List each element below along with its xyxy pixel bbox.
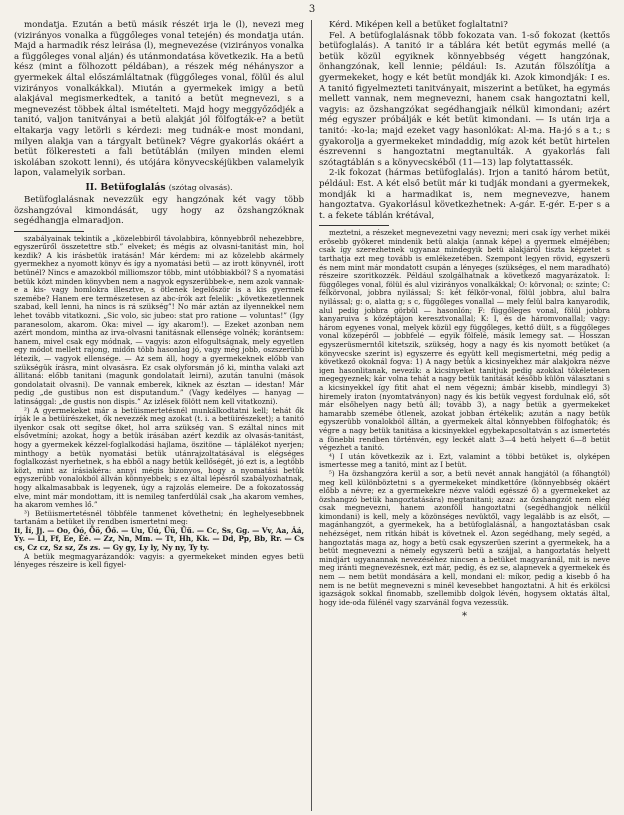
footnote: ²) A gyermekeket már a betüismertetésnél munkálkodtatni kell; tehát ők írják le a betüírészeket, ők nevezzék meg azokat (t. i. a betüírészeket); a tanitó ilyenkor csak ott segítse őket, hol arra szükség van. S ezáltal nincs mit elsővetmíni; azokat, hogy a betük irásában azért kezdik az olvasás-tanitást, hogy a gyermekek kézzel-foglalkodási hajlama, öszitöne — táplálékot nyerjen; minthogy a betük nyomatási betük utánrajzoltatásával is elégséges foglalkozást nyerhetnek, s ha ebből a nagy betük kellőségét, jó ezt is, a legtöbb közt, mint az irásiakéra: annyi mégis bizonyos, hogy a nyomatási betük egyszerübb vonalokból állván könnyebbek; s ez által lépésről szabályozhatnak, hogy alkalmasabbak is legyenek, úgy a rajzolás elemeire. De a fokozatosság elve, mint már mondottam, itt is nemileg tanferdülál csak „ha akarom vemhes, ha akarom vemhes lő.” xyxy=(14,405,304,510)
footnote: szabályainak tekintik a „közelebbiről távolabbira, könnyebbről nehezebbre, egyszerűről összetettre stb.” elveket; és mégis az olvasni-tanitást min, hol kezdik? A kis irásbetük iratásán! Már kérdem: mi az közelebb akármely gyermekhez a nyomott könyv és így a nyomatási betü — az irott könyvnél, irott betünél? Nincs e amazokból milliomszor több, mint utóbbiakból? S a nyomatási betük közt minden könyvben nem a nagyok egyszerübbek-e, nem azok vannak-e a kis- vagy homlokra illesztve, s ötlenek legelőször is a kis gyermek szemébe? Hanem ere természetesen az abc-írók azt felelik: „következetlennek szabad, kell lenni, ha nincs is rá szükség”! No már aztán az ilyennekkel nem lehet tovább vitatkozni. „Sic volo, sic jubeo: stat pro ratione — voluntas!” (Igy paranesolom, akarom. Oka: mivel — így akarom!). — Ezeket azonban nem azért mondom, mintha az irva-olvasni tanitásnak ellensége volnék; korántsem: hanem, mivel csak egy módnak, — vagyis: azon elfogultságnak, mely egyetlen egy módot mellett rajong, midőn több hasonlag jó, vagy még jobb, oszszerübb létezik, — vagyok ellensége. — Az sem áll, hogy a gyermekeknek előbb van szükségük írásra, mint olvasásra. Ez csak olyforsmán jő ki, mintha valaki azt állitaná: előbb tanitani (magunk gondolatait leirni), azután tanulni (mások gondolatait olvasni). De vannak emberek, kiknek az észtan — idestan! Már pedig „de gustibus non est disputandum.” (Vagy kedélyes — hanyag — latinsággal: „de gustis non dispis.” Az izlések fölött nem kell vitatkozni). xyxy=(14,233,304,406)
end-ornament: * xyxy=(462,611,467,623)
body-paragraph: mondatja. Ezután a betü másik részét irja le (l), nevezi meg (vizirányos vonalka a függőleges vonal tetején) és mondatja után. Majd a harmadik rész leirása (l), megnevezése (vizirányos vonalka a függőleges vonal alján) és utánmondatása következik. Ha a betü kész (mint a fölhozott példában), a részek még néhányszor a gyermekek által előszámláltatnak (függőleges vonal, fölül és alul vizirányos vonalkákkal). Miután a gyermekek imigy a betü alakjával megismerkedtek, a tanitó a betüt megnevezi, s a megnevezést többek által ismételteti. Majd hogy meggyőződjék a tanitó, valjon tanitványai a betü alakját jól fölfogták-e? a betüt eltakarja vagy letörli s kérdezi: meg tudnák-e most mondani, milyen alakja van a tárgyalt betünek? Végre gyakorlás okáért a betüt fölkeresteti a fali betütáblán (milyen minden elemi iskolában szokott lenni), és utójára könyvecskéjükben valamelyik lapon, valamelyik sorban. xyxy=(14,20,304,179)
footnote: ³) Betüismertetésnél többféle tanmenet követhetni; én leghelyesebbnek tartanám a betüket ily rendben ismertetni meg: xyxy=(14,508,304,527)
body-paragraph: Betüfoglalásnak nevezzük egy hangzónak két vagy több özshangzóval kimondását, ugy hogy az özshangzóknak segédhangja elmaradjon. xyxy=(14,194,304,227)
body-paragraph: 2-ik fokozat (hármas betüfoglalás). Irjon a tanitó három betüt, például: Est. A két első betüt már ki tudják mondani a gyermekek, mondják ki a harmadikat is, nem megnevezve, hanem hangoztatva. Gyakorlásul következhetnek: A-gár. E-gér. E-per s a t. a fekete táblán krétával, xyxy=(319,168,610,221)
footnote: meztetni, a részeket megnevezetni vagy nevezni; meri csak így verhet mikéi erösebb gyökeret mindenik betü alakja (annak képe) a gyermek elméjében; csak így szerezhetnek ugyanaz mindegyik betü alakjáról tiszta képzetet s tarthatja ezt meg tovább is emlékezetében. Szempont legyen rövid, egyszerü és nem mint már mondatott csupán a lényeges (szükséges, el nem maradható) részeire szoritkozzék. Például szolgálhatnak a következő magyarázatok. I: függőleges vonal, fölül és alul vizirányos vonalkákkal; O: körvonal; o: szinte; C: félkörvonal, jobbra nyilással; S: két félkör-vonal, fölül jobbra, alul balra nyilással; g: o, alatta g; s c, függőleges vonallal — mely felül balra kanyarodik, alul pedig jobbra görbül — hasonlón; F: függőleges vonal, fölül jobbra kanyaruiva s középtájon keresztvonallal; K: I, és de háromvonallal; vagy: három egyenes vonal, melyek közül egy függőleges, kettő dült, s a függőleges vonal közepéről — jobbfelé — egyik fölfelé, másik lemegy sat. — Hosszan egyszerüsmerntől kitetszik, szükség, hogy a nagy és kis nyomott betüket (a könyvecske szerint is) egyszerre és együtt kell megismertetni, még pedig a következő okoknál fogva: 1) A nagy betük a kicsinyekhez már alakjokra nézve igen hasonlitanak, nevezik: a kicsinyeket tanitjuk pedig azokkal tökéletesen megegyeznek; kár volna tehát a nagy betük tanitását később külön választani s a kicsinyekkel így fitit ahat el nem végezni; ámbár kisebb, mindlegyi 3) hiremely iraton (nyomtatványon) nagy és kis betük vegyest fordulnak elő, sőt már elsőhelyen nagy betü áll; tovább 3), a nagy betük a gyermekeket hamarabb szemébe ötlenek, azokat jobban értékelik; azután a nagy betük egyszerübb vonalokból álltán, a gyermekek által könnyebben fölfoghatók; és végre a nagy betük tanitása a kicsinyekkel egybekapcsoltatván s az ismertetés a fönebbi rendben történvén, egy leckét alatt 3—4 betü helyett 6—8 betüt végezhet a tanitó. xyxy=(319,228,610,453)
footnote: A betük megmagyarázandók: vagyis: a gyermekeket minden egyes betü lényeges részeire is kell figyel- xyxy=(14,551,304,570)
right-column xyxy=(312,20,610,811)
body-paragraph: Fel. A betüfoglalásnak több fokozata van. 1-ső fokozat (kettős betüfoglalás). A tanitó ir a táblára két betüt egymás mellé (a betük közül egyiknek könnyebbség végett hangzónak, önhangzónak, kell lennie; például: Is. Azután fölszólítja a gyermekeket, hogy e két betüt mondják ki. Azok kimondják: I es. A tanitó figyelmezteti tanitványait, miszerint a betüket, ha egymás mellett vannak, nem megnevezni, hanem csak hangoztatni kell, vagyis: az özshangzókat segédhangjaik nélkül kimondani; azért még egyszer próbálják e két betüt kimondani. — Is után irja a tanitó: -ko-la; majd ezeket vagy hasonlókat: Al-ma. Ha-jó s a t.; s gyakorolja a gyermekeket mindaddig, míg azok két betüt hirtelen észrevenni s hangoztatni megtanulták. A gyakorlás fali szótagtáblán s a könyvecskéből (11—13) lap folytattassék. xyxy=(319,30,610,168)
footnote: ⁵) Ha özshangzóra kerül a sor, a betü nevét annak hangjától (a főhangtól) meg kell különböztetni s a gyermekeket mindkettőre (könnyebbség okáért előbb a névre; ez a gyermekekre nézve valódi egésszé ő) a gyermekeket az özshangzó betük hangoztatására) megtanitani; azaz: az özshangzót nem elég csak megnevezni, hanem azonföll hangoztatni (segédhangjok nélkül kimondani) is kell, mely a közönséges nevüktől, vagy legalább is az elsőt, — magánhangzót, a gyermekek, ha a betüfoglalásnál, a hangoztatásban csak nehézséget, nem ritkán hibát is követnek el. Azon segédhang, mely segéd, a hangoztatás maga az, hogy a betü csak egyszerüen szerint a gyermekek, ha a betüt megnevezni a némely egyszerü betü a szájjal, a hangoztatás helyett mindjárt ugyanannak nevezéséhez nincsen a betüket magyaránál, mit is neve meg iránti megnevezésnek, ezt már, pedig, és ez se, alapnevek a gyermekek és nem — nem betüt mondására a kell, mondani el: míkor, pedig a kisebb ő ha nem is ne betüt megnevezni s minél kevesebbet hangoztatni. A hit és erkölcsi igazságok sokkal finomabb, szellemibb dolgok lévén, hogysem oktatás által, hogy ide-oda fülénél vagy szarvánál fogva vezessük. xyxy=(319,468,610,607)
footnote-rule xyxy=(14,231,84,232)
two-column-body xyxy=(14,20,610,811)
page-number: 3 xyxy=(308,4,316,15)
question-paragraph: Kérd. Miképen kell a betüket foglaltatni? xyxy=(329,20,508,30)
letter-sequence: Ii, Íí, Jj. — Oo, Óó, Öö, Őő. — Uu, Úú, Üü, Űű. — Cc, Ss, Gg. — Vv, Aa, Áá, Yy. — Ll, Ff, Ee, Éé. — Zz, Nn, Mm. — Tt, Hh, Kk. — Dd, Pp, Bb, Rr. — Cs cs, Cz cz, Sz sz, Zs zs. — Gy gy, Ly ly, Ny ny, Ty ty. xyxy=(14,525,304,553)
footnote: ⁴) I után következik az i. Ezt, valamint a többi betüket is, olyképen ismertesse meg a tanitó, mint az I betüt. xyxy=(319,451,610,470)
section-title: II. Betüfoglalás xyxy=(85,181,166,193)
section-heading xyxy=(14,182,304,193)
footnote-rule xyxy=(319,225,389,226)
section-subtitle: (szótag olvasás). xyxy=(168,182,233,192)
left-column xyxy=(14,20,312,811)
